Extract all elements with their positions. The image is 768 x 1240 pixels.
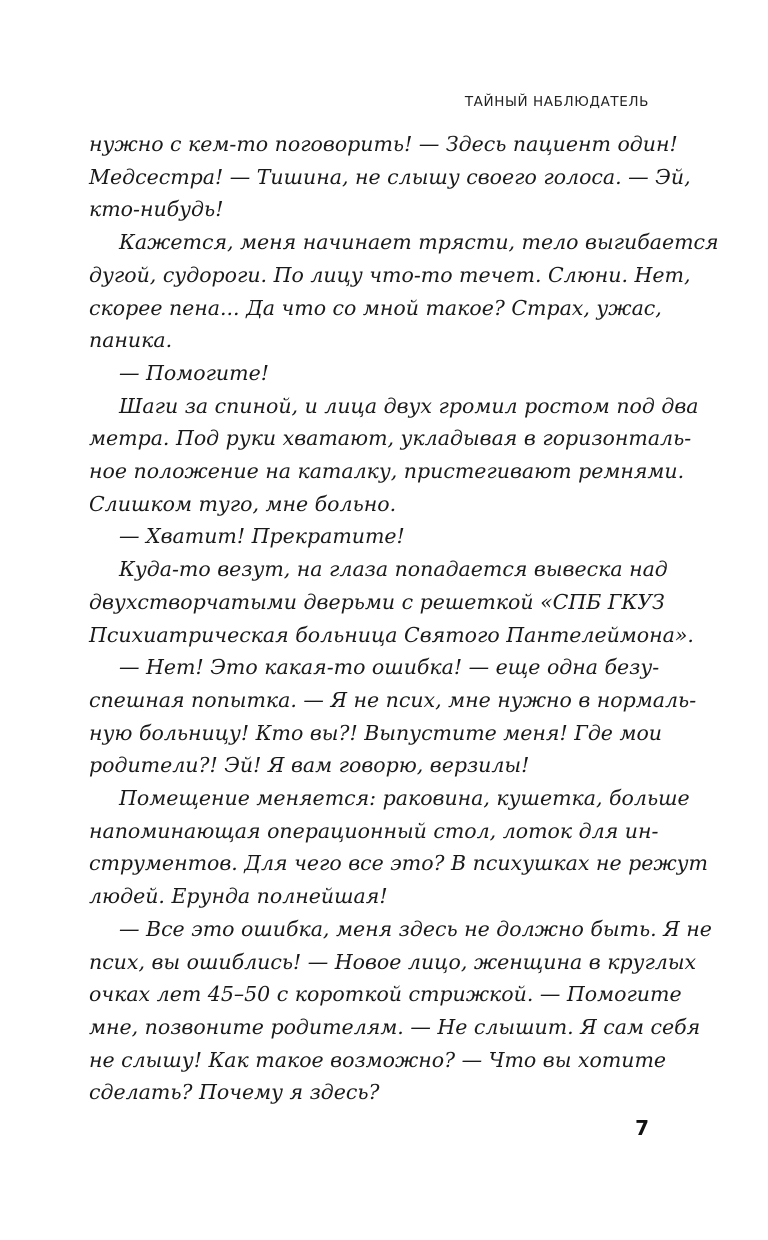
text-line: — Нет! Это какая-то ошибка! — еще одна безу- [119,655,660,680]
body-text [89,128,719,1109]
text-line: Кажется, меня начинает трясти, тело выгибается [119,230,719,255]
text-line: людей. Ерунда полнейшая! [89,884,388,909]
text-line: Слишком туго, мне больно. [89,491,397,516]
text-line: Помещение меняется: раковина, кушетка, больше [119,786,690,811]
text-line: — Все это ошибка, меня здесь не должно быть. Я не [119,916,712,941]
text-line: псих, вы ошиблись! — Новое лицо, женщина в круглых [89,949,697,974]
text-line: — Хватит! Прекратите! [119,524,405,549]
text-line: двухстворчатыми дверьми с решеткой «СПБ ГКУЗ [89,589,665,614]
text-line: дугой, судороги. По лицу что-то течет. Слюни. Нет, [89,262,691,287]
text-line: не слышу! Как такое возможно? — Что вы хотите [89,1047,667,1072]
text-line: очках лет 45–50 с короткой стрижкой. — Помогите [89,982,682,1007]
text-line: струментов. Для чего все это? В психушках не режут [89,851,708,876]
text-line: Медсестра! — Тишина, не слышу своего голоса. — Эй, [89,164,691,189]
text-line: сделать? Почему я здесь? [89,1080,380,1105]
running-title: ТАЙНЫЙ НАБЛЮДАТЕЛЬ [464,94,649,110]
text-line: ную больницу! Кто вы?! Выпустите меня! Где мои [89,720,662,745]
text-line: паника. [89,328,173,353]
text-line: Психиатрическая больница Святого Пантелеймона». [89,622,694,647]
text-line: родители?! Эй! Я вам говорю, верзилы! [89,753,530,778]
text-line: напоминающая операционный стол, лоток для ин- [89,818,659,843]
page-number: 7 [635,1116,649,1140]
text-line: мне, позвоните родителям. — Не слышит. Я сам себя [89,1014,701,1039]
text-line: Шаги за спиной, и лица двух громил ростом под два [119,393,699,418]
text-line: спешная попытка. — Я не псих, мне нужно в нормаль- [89,687,697,712]
text-line: ное положение на каталку, пристегивают ремнями. [89,459,685,484]
text-line: кто-нибудь! [89,197,224,222]
text-line: — Помогите! [119,360,269,385]
text-line: метра. Под руки хватают, укладывая в горизонталь- [89,426,692,451]
text-line: нужно с кем-то поговорить! — Здесь пациент один! [89,132,678,156]
text-line: Куда-то везут, на глаза попадается вывеска над [119,557,668,582]
text-line: скорее пена... Да что со мной такое? Страх, ужас, [89,295,662,320]
